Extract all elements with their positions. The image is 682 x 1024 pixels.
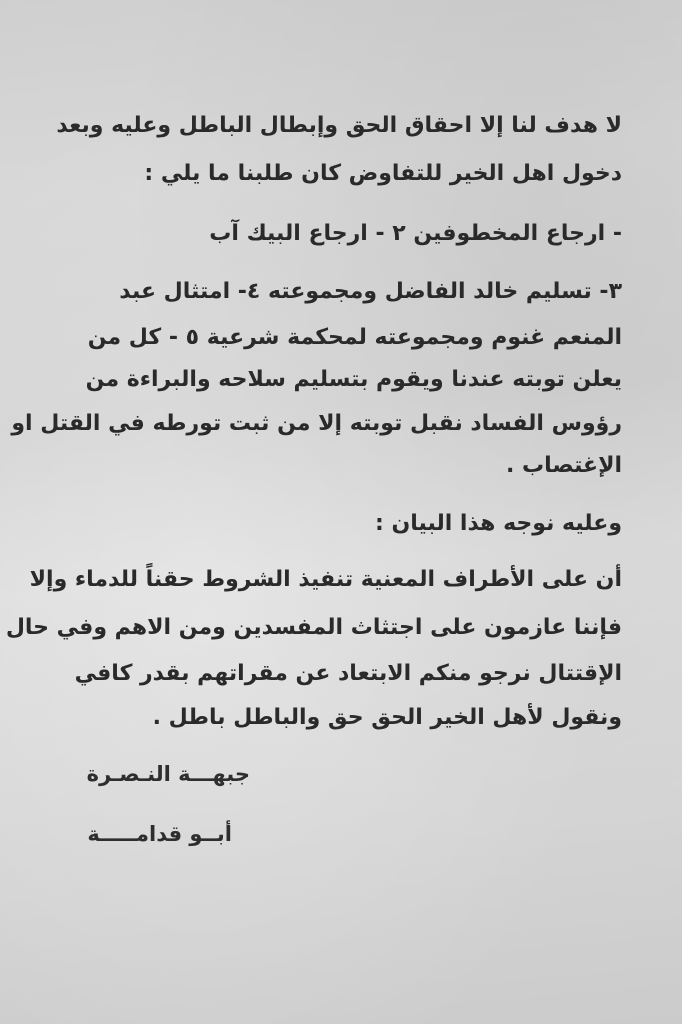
statement-intro: وعليه نوجه هذا البيان : [375,511,622,536]
statement-line-3: الإقتتال نرجو منكم الابتعاد عن مقراتهم بقدر كافي [74,661,622,686]
signature-name: أبــو قدامـــــة [87,822,232,846]
text-line-items-1-2: - ارجاع المخطوفين ٢ - ارجاع البيك آب [209,221,622,246]
text-line-item-5-c: رؤوس الفساد نقبل توبته إلا من ثبت تورطه في القتل او [11,411,622,436]
text-line-intro-2: دخول اهل الخير للتفاوض كان طلبنا ما يلي : [144,161,622,186]
statement-line-4: ونقول لأهل الخير الحق حق والباطل باطل . [152,705,622,730]
statement-line-2: فإننا عازمون على اجتثاث المفسدين ومن الاهم وفي حال [5,615,622,640]
text-line-items-3-4: ٣- تسليم خالد الفاضل ومجموعته ٤- امتثال عبد [119,279,622,304]
text-line-item-5-b: يعلن توبته عندنا ويقوم بتسليم سلاحه والبراءة من [85,367,622,392]
statement-line-1: أن على الأطراف المعنية تنفيذ الشروط حقناً للدماء وإلا [29,567,622,592]
text-line-intro-1: لا هدف لنا إلا احقاق الحق وإبطال الباطل وعليه وبعد [56,113,622,138]
text-line-item-5-d: الإغتصاب . [506,453,622,478]
text-line-items-4-5: المنعم غنوم ومجموعته لمحكمة شرعية ٥ - كل من [87,325,622,350]
signature-organization: جبهـــة النـصـرة [86,762,250,786]
